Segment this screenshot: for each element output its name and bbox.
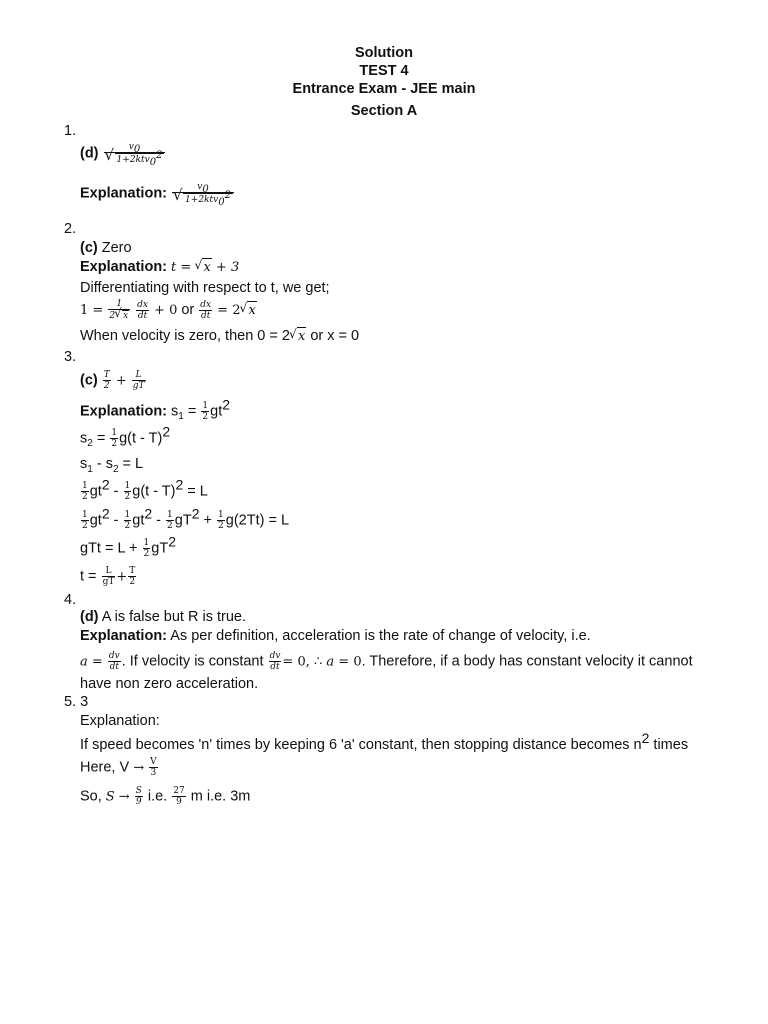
q4-number: 4. bbox=[64, 592, 77, 608]
q3-option: (c) bbox=[80, 372, 98, 389]
q3-frac-lgt: $\frac{L}{gT}$ bbox=[132, 370, 145, 391]
q2-frac-a: $\frac{1}{2√ x}$ bbox=[108, 299, 130, 321]
q2-explanation-label: Explanation: bbox=[80, 259, 168, 275]
q3-explanation-label: Explanation: bbox=[80, 403, 168, 420]
q3-eq3: gTt = L + $\frac{1}{2}$ gT2 bbox=[80, 533, 176, 559]
q2-frac-b: $\frac{dx}{dt}$ bbox=[137, 299, 149, 321]
q5-explanation-label: Explanation: bbox=[80, 713, 160, 729]
q1-fraction-num: $v_0$ bbox=[104, 142, 166, 153]
q4-explanation-label: Explanation: bbox=[80, 628, 168, 644]
q5-number: 5. 3 bbox=[64, 694, 89, 710]
doc-section: Section A bbox=[350, 103, 418, 119]
q1-option: (d) bbox=[80, 145, 99, 162]
q4-answer bbox=[80, 608, 246, 626]
q3-eq2: $\frac{1}{2}$ gt2 - $\frac{1}{2}$ gt2 - $\frac{1}{2}$ gT2 + $\frac{1}{2}$ g(2Tt) = L bbox=[82, 505, 290, 531]
q2-answer bbox=[80, 239, 132, 257]
q1-fraction-den: √ 1+2ktv$_0^2$ bbox=[104, 153, 166, 165]
doc-title: Solution bbox=[355, 45, 413, 61]
q1-number: 1. bbox=[64, 123, 77, 139]
q3-diff: $s_1 - s_2 = L$ bbox=[80, 456, 144, 475]
q2-number: 2. bbox=[64, 221, 77, 237]
q4-explanation bbox=[80, 627, 591, 645]
q1-answer-fraction bbox=[104, 142, 166, 168]
q5-line1: If speed becomes 'n' times by keeping 6 'a' constant, then stopping distance becomes n2 times bbox=[80, 730, 689, 753]
q5-line3: So, S → $\frac{S}{9}$ i.e. $\frac{27}{9}$ m i.e. 3m bbox=[80, 786, 251, 807]
q2-option: (c) bbox=[80, 240, 98, 256]
q2-line3: 1 = $\frac{1}{2√ x}$ $\frac{dx}{dt}$ + 0 or $\frac{dx}{dt}$ = 2√ x bbox=[80, 299, 257, 321]
q5-line2: Here, V → $\frac{V}{3}$ bbox=[80, 757, 157, 778]
doc-exam: Entrance Exam - JEE main bbox=[292, 81, 476, 97]
q3-explanation: Explanation: $s_1$ = $\frac{1}{2}$ gt2 bbox=[80, 396, 231, 423]
q3-answer: (c) $\frac{T}{2}$ + $\frac{L}{gT}$ bbox=[80, 370, 145, 391]
q4-exp3: have non zero acceleration. bbox=[80, 676, 259, 692]
doc-test: TEST 4 bbox=[359, 63, 409, 79]
q1-answer bbox=[80, 142, 166, 168]
q4-answer-text: A is false but R is true. bbox=[101, 609, 247, 625]
q3-frac-t2: $\frac{T}{2}$ bbox=[103, 370, 110, 391]
q1-exp-den: √ 1+2ktv$_0^2$ bbox=[172, 193, 234, 205]
q1-exp-num: $v_0$ bbox=[172, 182, 234, 193]
q2-frac-c: $\frac{dx}{dt}$ bbox=[200, 299, 212, 321]
q2-line4: When velocity is zero, then 0 = 2√ x or x = 0 bbox=[80, 327, 359, 346]
q2-explanation bbox=[80, 258, 239, 277]
q3-s2: $s_2$ = $\frac{1}{2}$ g(t - T)2 bbox=[80, 423, 171, 450]
q2-answer-text: Zero bbox=[101, 240, 132, 256]
q4-exp2: a = $\frac{dv}{dt}$ . If velocity is constant $\frac{dv}{dt}$ = 0, ∴ a = 0. Therefore, if a body has constant velocity it cannot bbox=[80, 651, 693, 672]
q3-eq4: t = $\frac{L}{gT}$ + $\frac{T}{2}$ bbox=[80, 566, 136, 587]
q2-equation: t = √ x + 3 bbox=[171, 260, 239, 275]
document-header bbox=[0, 44, 768, 120]
q3-eq1: $\frac{1}{2}$ gt2 - $\frac{1}{2}$ g(t - T)2 = L bbox=[82, 476, 208, 502]
q1-explanation bbox=[80, 182, 235, 208]
q2-line2: Differentiating with respect to t, we get; bbox=[80, 280, 330, 296]
q3-number: 3. bbox=[64, 349, 77, 365]
q4-exp1: As per definition, acceleration is the rate of change of velocity, i.e. bbox=[170, 628, 591, 644]
q1-explanation-label: Explanation: bbox=[80, 185, 168, 202]
q4-option: (d) bbox=[80, 609, 99, 625]
q1-explanation-fraction bbox=[172, 182, 234, 208]
